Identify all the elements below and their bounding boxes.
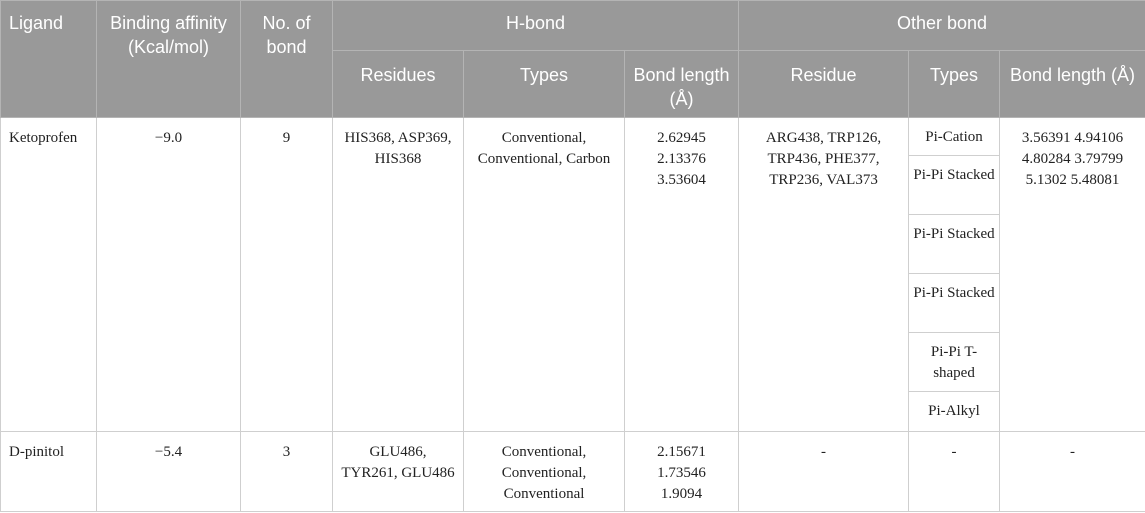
cell-ligand: Ketoprofen: [1, 118, 97, 432]
table-body: [1, 118, 1145, 512]
header-other-bond: Other bond: [739, 1, 1145, 51]
other-type-item: Pi-Pi T-shaped: [909, 333, 999, 392]
other-type-item: Pi-Cation: [909, 118, 999, 156]
bond-length-value: 2.62945: [657, 130, 706, 146]
cell-h-bond-length: [625, 432, 739, 512]
cell-other-types: [909, 118, 1000, 432]
table-row: [1, 432, 1145, 512]
cell-h-residues: GLU486, TYR261, GLU486: [333, 432, 464, 512]
cell-binding-affinity: −9.0: [97, 118, 241, 432]
header-ligand: Ligand: [1, 1, 97, 118]
other-type-item: Pi-Pi Stacked: [909, 274, 999, 333]
header-other-bond-length: Bond length (Å): [1000, 51, 1145, 118]
cell-h-types: Conventional, Conventional, Carbon: [464, 118, 625, 432]
bond-length-value: 3.53604: [657, 172, 706, 188]
bond-length-value: 2.13376: [657, 151, 706, 167]
other-type-item: Pi-Pi Stacked: [909, 215, 999, 274]
header-other-types: Types: [909, 51, 1000, 118]
cell-h-bond-length: [625, 118, 739, 432]
bond-length-value: 1.73546: [657, 465, 706, 481]
bond-length-value: 1.9094: [660, 486, 703, 502]
header-other-residue: Residue: [739, 51, 909, 118]
table-row: [1, 118, 1145, 432]
cell-no-of-bond: 3: [241, 432, 333, 512]
cell-no-of-bond: 9: [241, 118, 333, 432]
header-h-types: Types: [464, 51, 625, 118]
cell-other-bond-length: 3.56391 4.94106 4.80284 3.79799 5.1302 5.48081: [1000, 118, 1145, 432]
bond-length-value: 2.15671: [657, 444, 706, 460]
header-h-residues: Residues: [333, 51, 464, 118]
other-type-item: Pi-Alkyl: [928, 403, 980, 419]
cell-other-bond-length: -: [1000, 432, 1145, 512]
cell-binding-affinity: −5.4: [97, 432, 241, 512]
header-h-bond: H-bond: [333, 1, 739, 51]
cell-ligand: D-pinitol: [1, 432, 97, 512]
header-h-bond-length: Bond length (Å): [625, 51, 739, 118]
header-binding-affinity: Binding affinity (Kcal/mol): [97, 1, 241, 118]
other-type-item: Pi-Pi Stacked: [909, 156, 999, 215]
header-no-of-bond: No. of bond: [241, 1, 333, 118]
cell-h-types: Conventional, Conventional, Conventional: [464, 432, 625, 512]
cell-h-residues: HIS368, ASP369, HIS368: [333, 118, 464, 432]
cell-other-residue: -: [739, 432, 909, 512]
table-header: [1, 1, 1145, 118]
cell-other-types: -: [909, 432, 1000, 512]
cell-other-residue: ARG438, TRP126, TRP436, PHE377, TRP236, VAL373: [739, 118, 909, 432]
